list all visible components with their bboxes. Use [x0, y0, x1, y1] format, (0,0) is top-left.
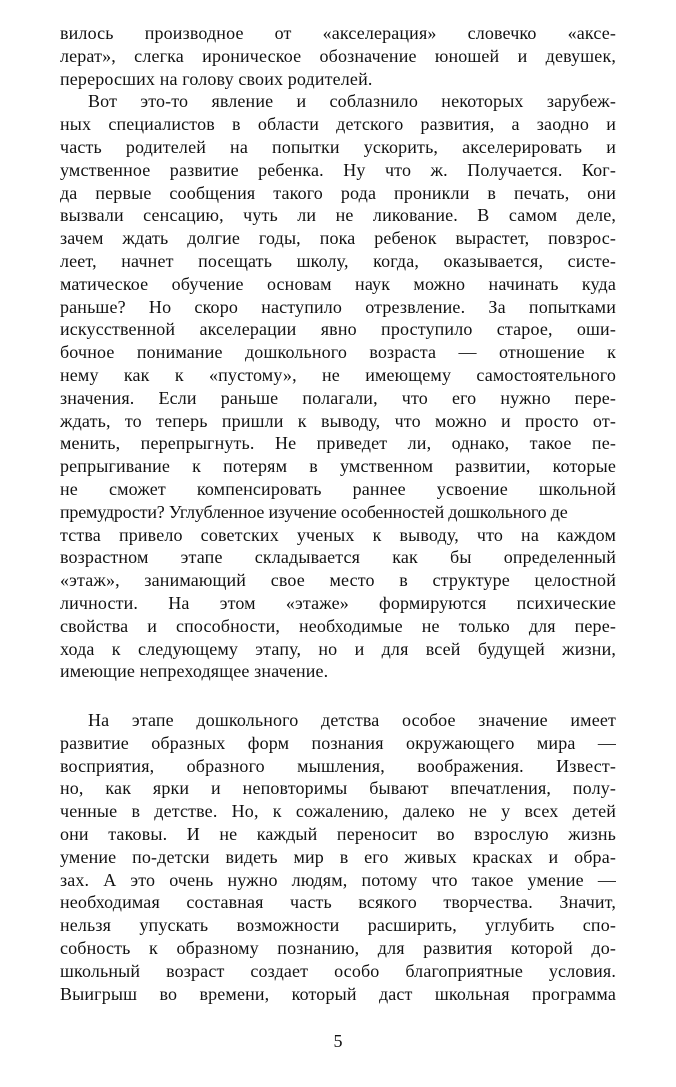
text-line: умственное развитие ребенка. Ну что ж. Получается. Ког-: [60, 159, 616, 180]
text-line: собность к образному познанию, для развития которой до-: [60, 937, 616, 958]
text-line: но, как ярки и неповторимы бывают впечатления, полу-: [60, 778, 616, 799]
text-line: леет, начнет посещать школу, когда, оказывается, систе-: [60, 250, 616, 271]
text-line: не сможет компенсировать раннее усвоение школьной: [60, 478, 616, 499]
text-line: нему как к «пустому», не имеющему самостоятельного: [60, 364, 616, 385]
text-line: зачем ждать долгие годы, пока ребенок вырастет, повзрос-: [60, 228, 616, 249]
text-line: необходимая составная часть всякого творчества. Значит,: [60, 892, 616, 913]
text-line: «этаж», занимающий свое место в структуре целостной: [60, 570, 616, 591]
text-line: хода к следующему этапу, но и для всей будущей жизни,: [60, 638, 616, 659]
text-line: Выигрыш во времени, который даст школьная программа: [60, 983, 616, 1004]
text-line: значения. Если раньше полагали, что его нужно пере-: [60, 387, 616, 408]
text-line: На этапе дошкольного детства особое значение имеет: [88, 710, 616, 730]
text-line: бочное понимание дошкольного возраста — отношение к: [60, 342, 616, 363]
text-line: свойства и способности, необходимые не только для пере-: [60, 615, 616, 636]
text-line: менить, перепрыгнуть. Не приведет ли, однако, такое пе-: [60, 433, 616, 454]
text-line: раньше? Но скоро наступило отрезвление. За попытками: [60, 296, 616, 317]
text-line: школьный возраст создает особо благоприятные условия.: [60, 960, 616, 981]
text-line: ждать, то теперь пришли к выводу, что можно и просто от-: [60, 410, 616, 431]
text-line: личности. На этом «этаже» формируются психические: [60, 592, 616, 613]
text-line: матическое обучение основам наук можно начинать куда: [60, 273, 616, 294]
text-line: репрыгивание к потерям в умственном развитии, которые: [60, 456, 616, 477]
text-line: вызвали сенсацию, чуть ли не ликование. В самом деле,: [60, 205, 616, 226]
text-line: восприятия, образного мышления, воображения. Извест-: [60, 755, 616, 776]
paragraph-block-1: [60, 22, 616, 683]
text-line: они таковы. И не каждый переносит во взрослую жизнь: [60, 823, 616, 844]
text-line: переросших на голову своих родителей.: [60, 68, 373, 89]
text-line: развитие образных форм познания окружающего мира —: [60, 732, 616, 753]
text-line: ных специалистов в области детского развития, а заодно и: [60, 114, 616, 135]
text-line: Вот это-то явление и соблазнило некоторых зарубеж-: [88, 91, 616, 112]
text-line: тства привело советских ученых к выводу, что на каждом: [60, 524, 616, 545]
text-line: лерат», слегка ироническое обозначение юношей и девушек,: [60, 45, 616, 66]
text-line: искусственной акселерации явно проступило старое, оши-: [60, 319, 616, 340]
text-line: ченные в детстве. Но, к сожалению, далеко не у всех детей: [60, 801, 616, 822]
text-line: имеющие непреходящее значение.: [60, 661, 329, 682]
text-line: нельзя упускать возможности расширить, углубить спо-: [60, 915, 616, 936]
page-number: 5: [333, 1031, 343, 1051]
text-line: да первые сообщения такого рода проникли в печать, они: [60, 182, 616, 203]
text-line: часть родителей на попытки ускорить, акселерировать и: [60, 136, 616, 157]
text-line: возрастном этапе складывается как бы определенный: [60, 547, 616, 568]
text-line: зах. А это очень нужно людям, потому что такое умение —: [60, 869, 616, 890]
text-line: премудрости? Углубленное изучение особенностей дошкольного де: [60, 501, 568, 522]
text-line: вилось производное от «акселерация» словечко «аксе-: [60, 23, 616, 43]
text-line: умение по-детски видеть мир в его живых красках и обра-: [60, 846, 616, 867]
paragraph-block-2: [60, 709, 616, 1005]
